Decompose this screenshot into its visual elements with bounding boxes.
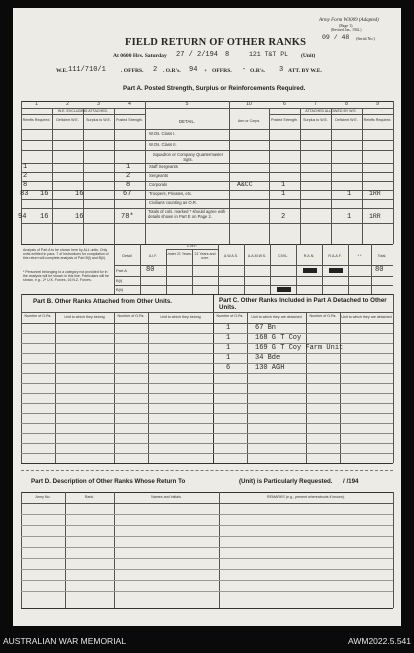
part-d-heading: Part D. Description of Other Ranks Whose Return To	[31, 478, 186, 485]
cell-value: 83	[20, 190, 29, 198]
we-label: W.E.	[56, 68, 68, 74]
detail-label: Staff Sergeants	[149, 164, 178, 169]
group-header-attached: ATTACHED ALLOWED BY W.E.	[305, 109, 357, 113]
part-c-unit: 130 AGH	[255, 364, 285, 372]
cell-value: 8	[126, 181, 131, 189]
col-head-surplus: Surplus to W.E.	[86, 118, 111, 122]
unit-label: (Unit)	[301, 53, 316, 59]
date-field: 27 / 2/194	[176, 51, 219, 59]
analysis-head: Detail	[122, 254, 132, 258]
unit-field: 121 T&T PL	[249, 51, 289, 58]
cell-value-total: 1	[347, 213, 352, 221]
plus-sign: +	[204, 68, 208, 74]
analysis-total-value: 80	[375, 266, 384, 274]
analysis-head: A.W.A.S.	[223, 254, 239, 258]
part-c-unit: 34 Bde	[255, 354, 281, 362]
part-d-head: Army No.	[35, 495, 51, 499]
cell-value: 1	[23, 163, 28, 171]
cell-value: 16	[40, 190, 49, 198]
part-c-num: 1	[226, 344, 231, 352]
archive-item-id: AWM2022.5.541	[348, 636, 411, 646]
group-header-we-excluding: W.E. EXCLUDING ATTACHED.	[57, 109, 109, 113]
detail-label: W.Os. Class II.	[149, 142, 177, 147]
detail-label: Civilians counting as O.R.	[149, 200, 197, 205]
date-year-suffix: 8	[225, 51, 230, 59]
col-number: 2	[66, 101, 69, 107]
detail-label-totals: Totals of cols. marked * should agree with details shown in Part E on Page 2.	[148, 209, 226, 219]
cell-value: A&CC	[237, 181, 253, 188]
col-head-deficient: Deficient W.E.	[56, 118, 79, 122]
col-head-surplus-att: Surplus to W.E.	[303, 118, 328, 122]
part-c-head: Number of O.Rs.	[309, 314, 337, 318]
form-sheet	[13, 8, 401, 626]
detail-label: Sergeants	[149, 173, 169, 178]
part-d-heading-mid: (Unit) is Particularly Requested.	[239, 478, 333, 485]
col-number: 5	[185, 101, 189, 107]
detail-label: Squadron or Company Quartermaster Sgts.	[152, 152, 224, 162]
col-head-posted: Posted Strength.	[116, 118, 143, 122]
offrs-field: 2	[153, 66, 158, 74]
detail-label: Troopers, Privates, etc.	[149, 191, 193, 196]
col-head-detail: DETAIL.	[178, 119, 196, 124]
col-head-arm-corps: Arm or Corps.	[237, 119, 261, 123]
offrs-att-field: -	[242, 66, 247, 74]
offrs-att-label: OFFRS.	[212, 68, 232, 74]
army-form-ref: Army Form W3009 (Adapted)	[319, 18, 379, 23]
ors-att-field: 3	[279, 66, 284, 74]
archive-credit: AUSTRALIAN WAR MEMORIAL	[3, 636, 126, 646]
part-c-num: 1	[226, 334, 231, 342]
part-c-num: 1	[226, 324, 231, 332]
cell-value: 1RR	[369, 190, 381, 197]
part-d-head: REMARKS (e.g., present whereabouts if known).	[267, 495, 345, 499]
cell-value: 1	[347, 190, 352, 198]
cell-value-total: 1RR	[369, 213, 381, 220]
col-head-reinfts: Reinfts Required.	[22, 118, 51, 122]
cell-value: 67	[123, 190, 132, 198]
analysis-head: CIVIL.	[278, 254, 288, 258]
col-number: 7	[314, 101, 317, 107]
cell-value-total: 2	[281, 213, 286, 221]
analysis-aif-value: 80	[146, 266, 155, 274]
analysis-note: Analysis of Part A to be shown here by ALL units. Only units entitled in para. 7 of Instructions for compilation of this return will complete analysis of Part B(i) and B(ii).	[23, 248, 109, 261]
part-b-head: Number of O.Rs.	[24, 314, 52, 318]
col-number: 3	[97, 101, 100, 107]
part-d-head: Names and Initials.	[151, 495, 182, 499]
col-number: 8	[345, 101, 348, 107]
col-number: 4	[128, 101, 131, 107]
ors-label: . O.R's.	[163, 68, 181, 74]
cell-value-total: 78*	[121, 213, 134, 221]
part-c-unit: 169 G T Coy Farm Unit	[255, 344, 344, 352]
analysis-note-footnote: * Personnel belonging to a category not provided for in the analysis will be shown in this line. Particulars will be shown, e.g., 2* U.K. Forces, 16 N.Z. Forces.	[23, 270, 109, 283]
analysis-head: Total.	[377, 254, 387, 258]
analysis-head: * *	[357, 254, 362, 258]
analysis-row-label: B(ii)	[116, 287, 124, 292]
serial-label: (Serial No.)	[356, 36, 375, 41]
analysis-head: 21 Years and over.	[194, 252, 216, 260]
part-b-head: Number of O.Rs.	[117, 314, 145, 318]
analysis-head: R.A.A.F.	[328, 254, 342, 258]
ors-att-label: O.R's.	[250, 68, 265, 74]
col-number: 10	[246, 101, 252, 107]
col-number: 1	[35, 101, 38, 107]
cmf-label: C.M.F.	[186, 244, 198, 248]
cell-value: 1	[281, 181, 286, 189]
time-label: At 0600 Hrs. Saturday	[113, 53, 167, 59]
part-d-head: Rank.	[84, 495, 95, 499]
part-c-heading: Part C. Other Ranks Included in Part A Detached to Other Units.	[219, 297, 387, 311]
part-b-head: Unit to which they belong	[64, 315, 105, 319]
col-head-reinfts-att: Reinfts Required.	[363, 118, 392, 122]
part-c-head: Unit to which they are detached	[251, 315, 302, 319]
cell-value: 16	[75, 190, 84, 198]
col-number: 9	[376, 101, 379, 107]
col-head-deficient-att: Deficient W.E.	[335, 118, 358, 122]
analysis-head: R.A.N.	[303, 254, 315, 258]
dashed-separator	[21, 470, 393, 471]
detail-label: Corporals	[149, 182, 168, 187]
col-number: 6	[283, 101, 286, 107]
part-c-num: 6	[226, 364, 231, 372]
part-b-head: Unit to which they belong	[160, 315, 201, 319]
cell-value-total: 16	[75, 213, 84, 221]
redaction-block	[277, 287, 291, 292]
part-c-head: Number of O.Rs.	[216, 314, 244, 318]
cell-value: 2	[126, 172, 131, 180]
cell-value: 1	[281, 190, 286, 198]
cell-value-total: 94	[18, 213, 27, 221]
att-label: ATT. BY W.E.	[288, 68, 322, 74]
col-head-posted-att: Posted Strength.	[271, 118, 298, 122]
detail-label: W.Os. Class I.	[149, 131, 176, 136]
ors-field: 94	[189, 66, 198, 74]
cell-value: 1	[126, 163, 131, 171]
redaction-block	[329, 268, 343, 273]
part-b-heading: Part B. Other Ranks Attached from Other Units.	[33, 298, 173, 305]
analysis-head: Under 21 Years.	[166, 252, 192, 256]
part-c-num: 1	[226, 354, 231, 362]
analysis-row-label: Part A	[116, 268, 127, 273]
part-c-head: Unit to which they are detached	[341, 315, 392, 319]
offrs-label: . OFFRS.	[121, 68, 144, 74]
cell-value-total: 16	[40, 213, 49, 221]
serial-number: 09 / 48	[322, 34, 350, 41]
part-c-unit: 168 G T Coy	[255, 334, 302, 342]
analysis-head: A.A.M.W.S.	[247, 254, 267, 258]
part-a-heading: Part A. Posted Strength, Surplus or Reinforcements Required.	[123, 85, 306, 92]
analysis-head: A.I.F.	[148, 254, 158, 258]
redaction-block	[303, 268, 317, 273]
army-form-revised: (Revised Jan., 1942.)	[331, 28, 362, 32]
cell-value: 2	[23, 172, 28, 180]
part-c-unit: 67 Bn	[255, 324, 277, 332]
army-form-page: (Page 1)	[339, 23, 353, 28]
part-d-heading-date: / /194	[343, 478, 359, 485]
cell-value: 8	[23, 181, 28, 189]
we-field: 111/710/1	[68, 66, 106, 74]
analysis-row-label: B(i)	[116, 278, 123, 283]
form-title: FIELD RETURN OF OTHER RANKS	[125, 37, 307, 48]
